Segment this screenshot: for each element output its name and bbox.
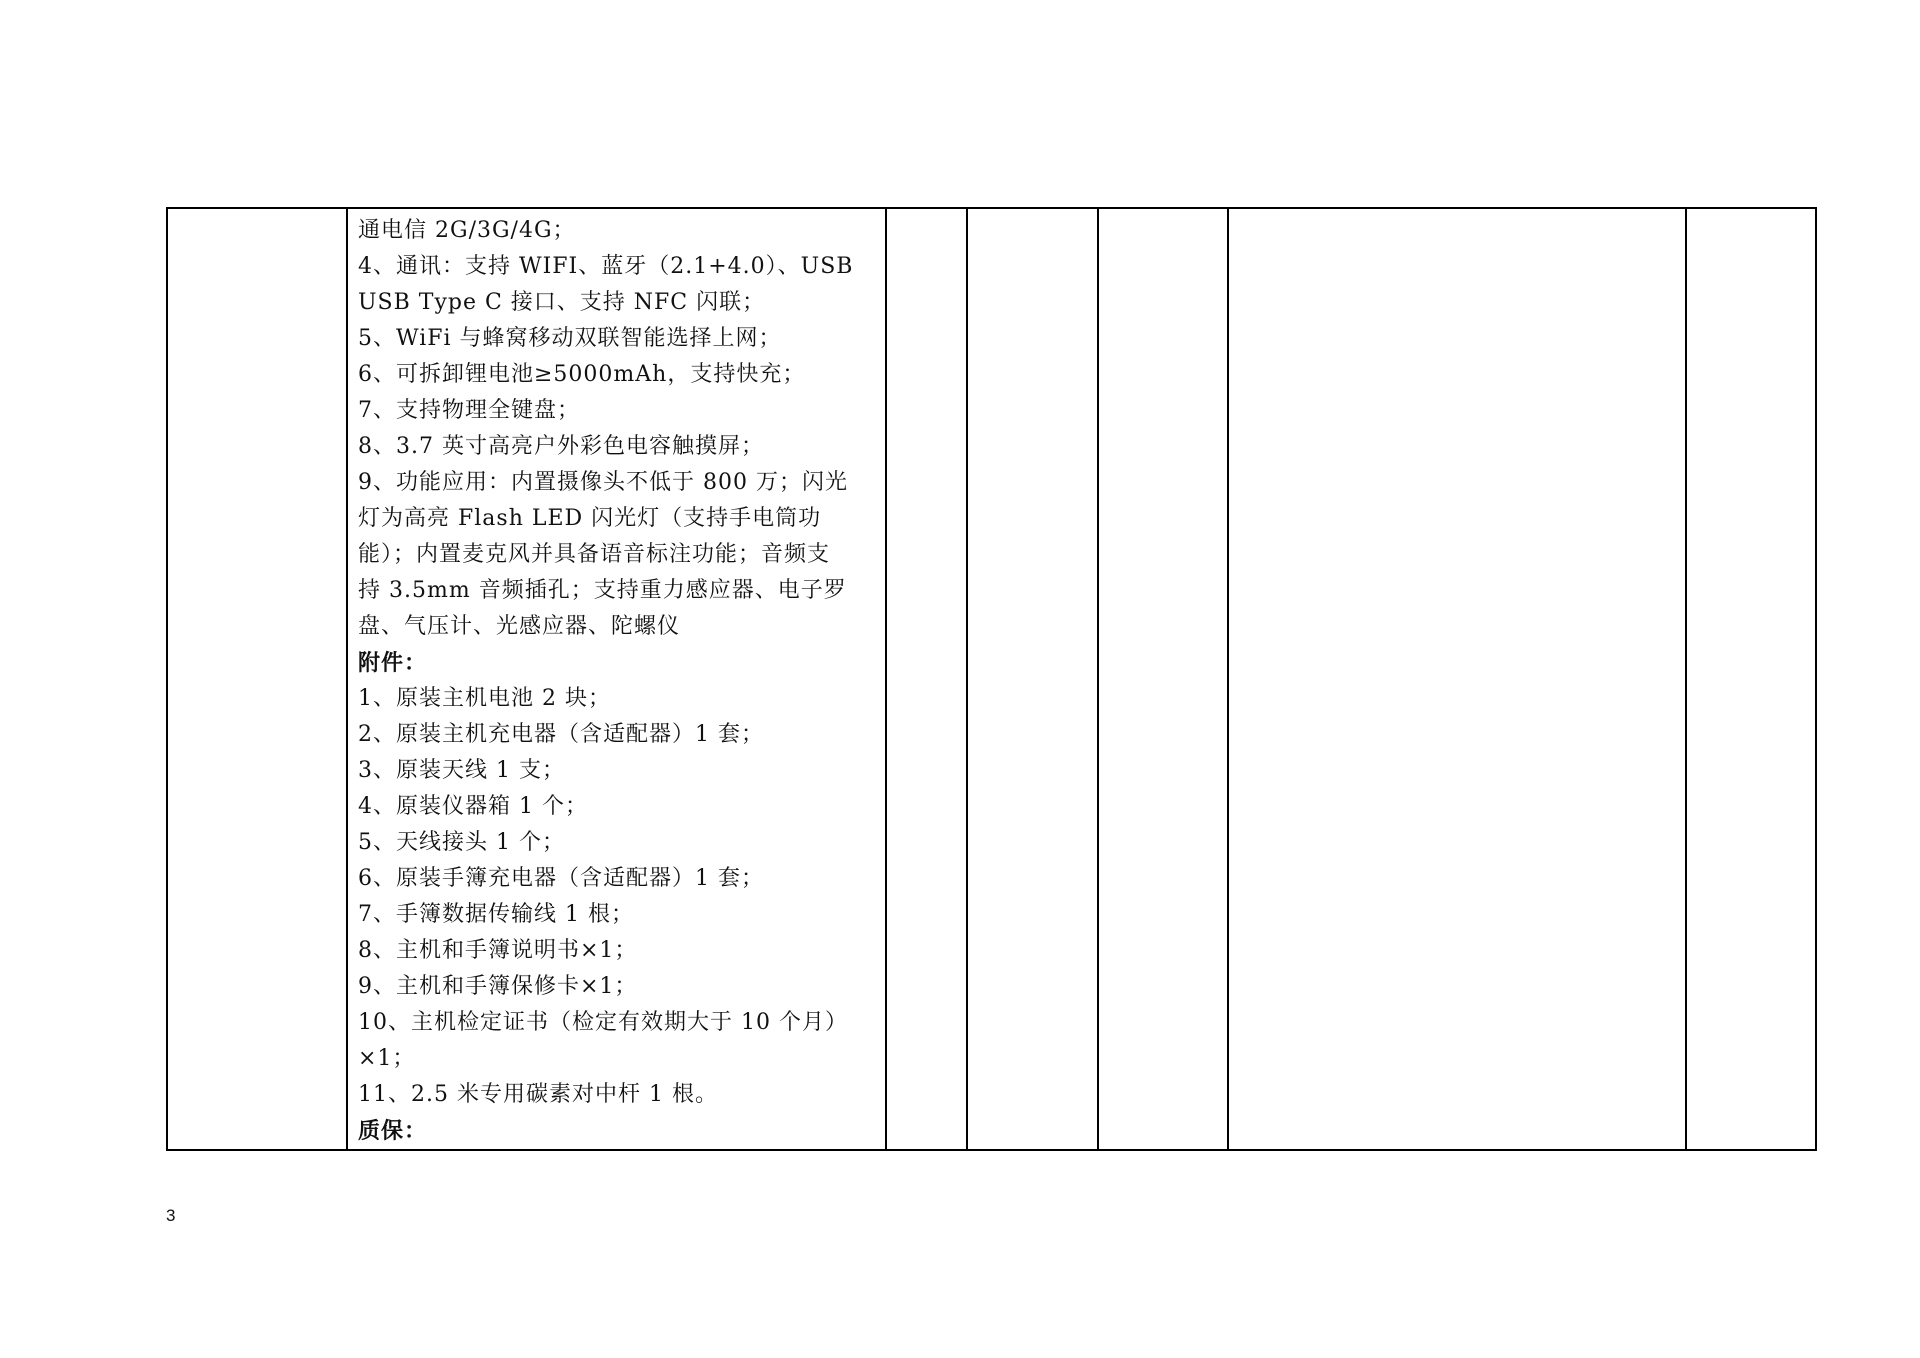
empty-cell-last xyxy=(1686,208,1816,1150)
spec-line: 5、WiFi 与蜂窝移动双联智能选择上网； xyxy=(358,326,782,351)
spec-line: 5、天线接头 1 个； xyxy=(358,830,565,855)
spec-line: 4、原装仪器箱 1 个； xyxy=(358,794,588,819)
spec-line: ×1； xyxy=(358,1046,416,1071)
spec-section-heading: 附件： xyxy=(358,650,428,676)
empty-cell-name xyxy=(167,208,347,1150)
page-number: 3 xyxy=(166,1206,176,1225)
spec-line: 灯为高亮 Flash LED 闪光灯（支持手电筒功 xyxy=(358,506,822,531)
spec-cell xyxy=(347,208,886,1150)
empty-cell-quantity xyxy=(967,208,1098,1150)
spec-line: 7、手簿数据传输线 1 根； xyxy=(358,902,634,927)
spec-line: 8、3.7 英寸高亮户外彩色电容触摸屏； xyxy=(358,434,764,459)
spec-line: 6、原装手簿充电器（含适配器）1 套； xyxy=(358,866,764,891)
spec-line: 1、原装主机电池 2 块； xyxy=(358,686,611,711)
spec-line: 4、通讯：支持 WIFI、蓝牙（2.1+4.0）、USB xyxy=(358,254,854,279)
empty-cell-price xyxy=(1098,208,1228,1150)
table-row xyxy=(167,208,1816,1150)
spec-lines xyxy=(348,209,885,1149)
spec-line: 7、支持物理全键盘； xyxy=(358,398,580,423)
spec-line: 6、可拆卸锂电池≥5000mAh，支持快充； xyxy=(358,362,806,387)
spec-line: 9、功能应用：内置摄像头不低于 800 万；闪光 xyxy=(358,470,848,495)
spec-line: 通电信 2G/3G/4G； xyxy=(358,218,576,243)
spec-line: 10、主机检定证书（检定有效期大于 10 个月） xyxy=(358,1010,848,1035)
spec-line: 9、主机和手簿保修卡×1； xyxy=(358,974,638,999)
spec-line: 3、原装天线 1 支； xyxy=(358,758,565,783)
empty-cell-remarks xyxy=(1228,208,1686,1150)
spec-line: 能）；内置麦克风并具备语音标注功能；音频支 xyxy=(358,542,831,567)
spec-line: 2、原装主机充电器（含适配器）1 套； xyxy=(358,722,764,747)
spec-section-heading: 质保： xyxy=(358,1118,428,1144)
spec-table xyxy=(166,207,1817,1151)
spec-line: 11、2.5 米专用碳素对中杆 1 根。 xyxy=(358,1082,718,1107)
empty-cell-unit xyxy=(886,208,967,1150)
spec-line: USB Type C 接口、支持 NFC 闪联； xyxy=(358,290,766,315)
spec-line: 持 3.5mm 音频插孔；支持重力感应器、电子罗 xyxy=(358,578,847,603)
spec-line: 8、主机和手簿说明书×1； xyxy=(358,938,638,963)
spec-line: 盘、气压计、光感应器、陀螺仪 xyxy=(358,614,681,639)
